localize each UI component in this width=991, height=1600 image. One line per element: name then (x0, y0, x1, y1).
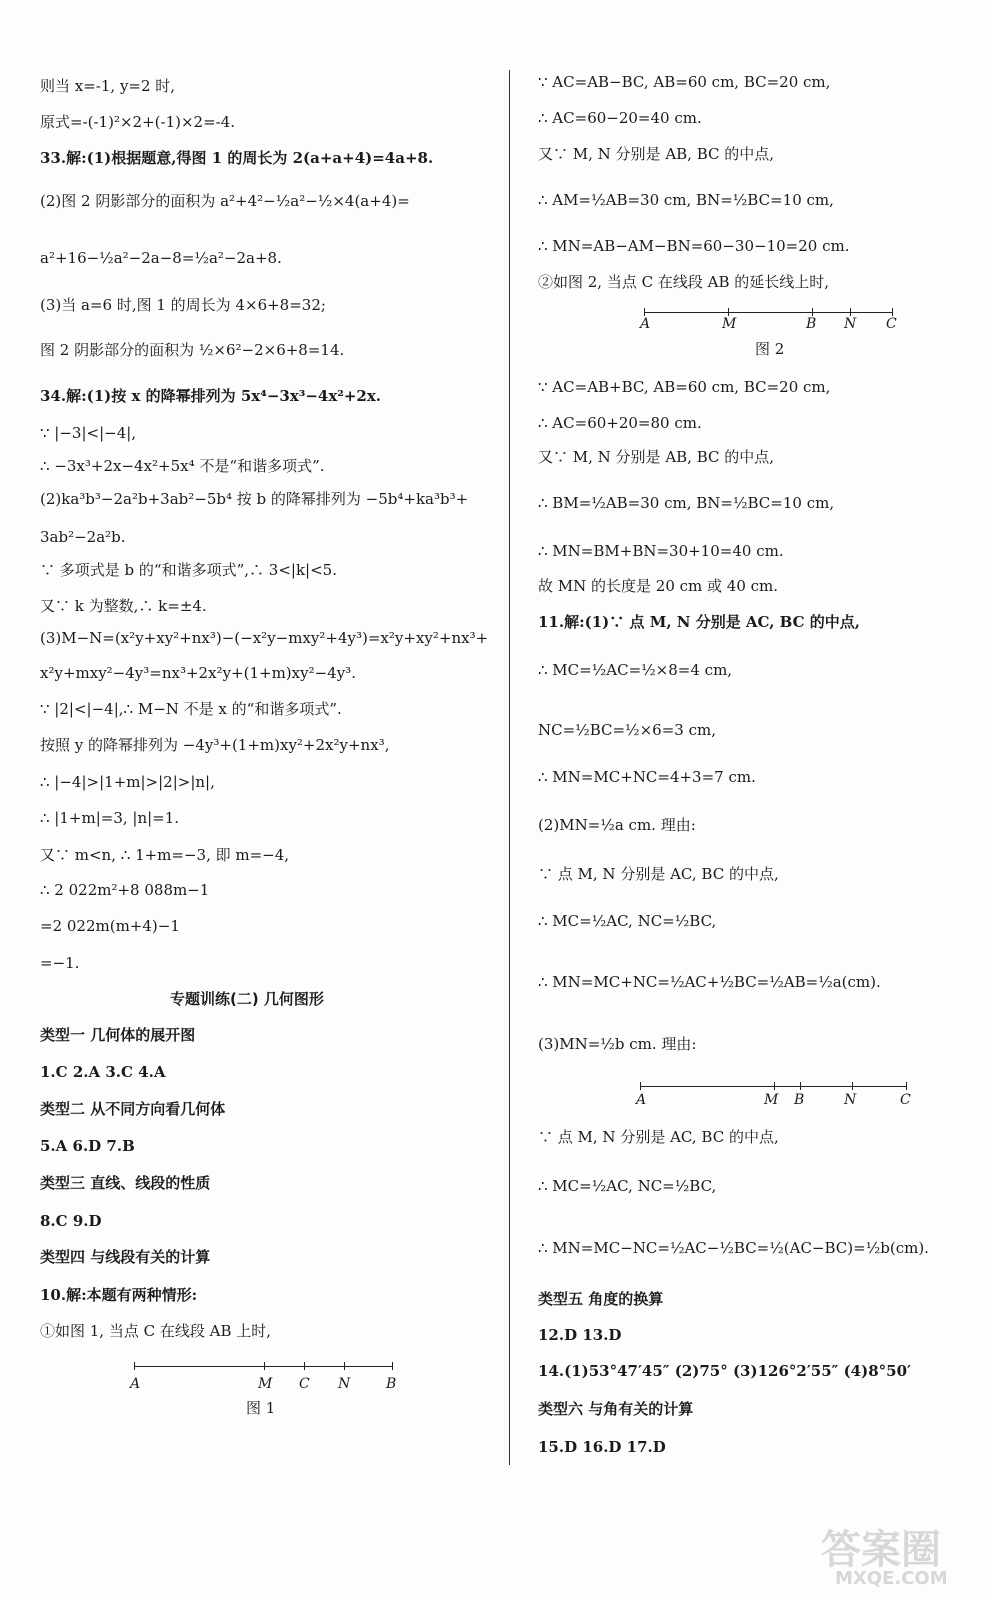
figure-3-segment-diagram (636, 1078, 916, 1118)
point-label: N (338, 1376, 351, 1392)
left-line-20: 又∵ m<n, ∴ 1+m=−3, 即 m=−4, (40, 846, 290, 864)
right-line-10: ∴ MN=BM+BN=30+10=40 cm. (538, 542, 784, 560)
section-heading-0: 专题训练(二) 几何图形 (170, 990, 324, 1008)
left-line-9: ∴ −3x³+2x−4x²+5x⁴ 不是“和谐多项式”. (40, 457, 325, 475)
point-label: B (794, 1092, 805, 1108)
point-label: A (640, 316, 651, 332)
right-line-5: ②如图 2, 当点 C 在线段 AB 的延长线上时, (538, 273, 830, 291)
watermark-line2: MXQE.COM (835, 1568, 948, 1589)
right-line-16: (2)MN=½a cm. 理由: (538, 816, 696, 834)
left-line-21: ∴ 2 022m²+8 088m−1 (40, 881, 210, 899)
left-line-4: a²+16−½a²−2a−8=½a²−2a+8. (40, 249, 282, 267)
left-line-5: (3)当 a=6 时,图 1 的周长为 4×6+8=32; (40, 296, 326, 314)
left-line-18: ∴ |−4|>|1+m|>|2|>|n|, (40, 773, 215, 791)
right-line-12: 11.解:(1)∵ 点 M, N 分别是 AC, BC 的中点, (538, 613, 861, 631)
left-line-2: 33.解:(1)根据题意,得图 1 的周长为 2(a+a+4)=4a+8. (40, 149, 434, 167)
right-line-26: 15.D 16.D 17.D (538, 1438, 666, 1456)
point-label: A (636, 1092, 647, 1108)
left-line-26: 8.C 9.D (40, 1212, 102, 1230)
figure-2-caption: 图 2 (755, 340, 785, 358)
figure-1-caption: 图 1 (246, 1399, 276, 1417)
left-line-6: 图 2 阴影部分的面积为 ½×6²−2×6+8=14. (40, 341, 345, 359)
point-label: N (844, 316, 857, 332)
section-heading-5: 类型五 角度的换算 (538, 1290, 664, 1308)
right-line-20: (3)MN=½b cm. 理由: (538, 1035, 697, 1053)
right-line-11: 故 MN 的长度是 20 cm 或 40 cm. (538, 577, 779, 595)
column-divider (509, 70, 510, 1465)
left-line-7: 34.解:(1)按 x 的降幂排列为 5x⁴−3x³−4x²+2x. (40, 387, 382, 405)
point-label: B (806, 316, 817, 332)
left-line-22: =2 022m(m+4)−1 (40, 917, 180, 935)
left-line-28: ①如图 1, 当点 C 在线段 AB 上时, (40, 1322, 272, 1340)
section-heading-1: 类型一 几何体的展开图 (40, 1026, 196, 1044)
figure-1-segment-diagram (130, 1358, 400, 1398)
right-line-13: ∴ MC=½AC=½×8=4 cm, (538, 661, 733, 679)
left-line-15: x²y+mxy²−4y³=nx³+2x²y+(1+m)xy²−4y³. (40, 664, 356, 682)
left-line-17: 按照 y 的降幂排列为 −4y³+(1+m)xy²+2x²y+nx³, (40, 736, 390, 754)
point-label: C (299, 1376, 310, 1392)
right-line-0: ∵ AC=AB−BC, AB=60 cm, BC=20 cm, (538, 73, 831, 91)
left-line-11: 3ab²−2a²b. (40, 528, 126, 546)
point-label: N (844, 1092, 857, 1108)
left-line-13: 又∵ k 为整数,∴ k=±4. (40, 597, 207, 615)
right-line-7: ∴ AC=60+20=80 cm. (538, 414, 702, 432)
right-line-2: 又∵ M, N 分别是 AB, BC 的中点, (538, 145, 775, 163)
left-line-8: ∵ |−3|<|−4|, (40, 424, 137, 442)
right-line-22: ∴ MC=½AC, NC=½BC, (538, 1177, 717, 1195)
right-line-8: 又∵ M, N 分别是 AB, BC 的中点, (538, 448, 775, 466)
point-label: M (722, 316, 737, 332)
right-line-17: ∵ 点 M, N 分别是 AC, BC 的中点, (538, 865, 779, 883)
right-line-25: 14.(1)53°47′45″ (2)75° (3)126°2′55″ (4)8°50′ (538, 1362, 911, 1380)
right-line-4: ∴ MN=AB−AM−BN=60−30−10=20 cm. (538, 237, 850, 255)
left-line-0: 则当 x=-1, y=2 时, (40, 77, 176, 95)
section-heading-3: 类型三 直线、线段的性质 (40, 1174, 211, 1192)
left-line-25: 5.A 6.D 7.B (40, 1137, 135, 1155)
right-line-18: ∴ MC=½AC, NC=½BC, (538, 912, 717, 930)
left-line-23: =−1. (40, 954, 80, 972)
section-heading-6: 类型六 与角有关的计算 (538, 1400, 694, 1418)
point-label: C (900, 1092, 911, 1108)
section-heading-4: 类型四 与线段有关的计算 (40, 1248, 211, 1266)
left-line-24: 1.C 2.A 3.C 4.A (40, 1063, 166, 1081)
left-line-12: ∵ 多项式是 b 的“和谐多项式”,∴ 3<|k|<5. (40, 561, 337, 579)
right-line-6: ∵ AC=AB+BC, AB=60 cm, BC=20 cm, (538, 378, 831, 396)
left-line-16: ∵ |2|<|−4|,∴ M−N 不是 x 的“和谐多项式”. (40, 700, 342, 718)
point-label: M (764, 1092, 779, 1108)
right-line-9: ∴ BM=½AB=30 cm, BN=½BC=10 cm, (538, 494, 835, 512)
right-line-15: ∴ MN=MC+NC=4+3=7 cm. (538, 768, 756, 786)
point-label: B (386, 1376, 397, 1392)
point-label: A (130, 1376, 141, 1392)
left-line-1: 原式=-(-1)²×2+(-1)×2=-4. (40, 113, 236, 131)
right-line-19: ∴ MN=MC+NC=½AC+½BC=½AB=½a(cm). (538, 973, 881, 991)
left-line-14: (3)M−N=(x²y+xy²+nx³)−(−x²y−mxy²+4y³)=x²y+xy²+nx³+ (40, 629, 489, 647)
watermark-logo (813, 1516, 973, 1594)
right-line-23: ∴ MN=MC−NC=½AC−½BC=½(AC−BC)=½b(cm). (538, 1239, 929, 1257)
left-line-27: 10.解:本题有两种情形: (40, 1286, 198, 1304)
right-line-3: ∴ AM=½AB=30 cm, BN=½BC=10 cm, (538, 191, 834, 209)
watermark-line1: 答案圈 (821, 1527, 941, 1573)
point-label: C (886, 316, 897, 332)
left-line-3: (2)图 2 阴影部分的面积为 a²+4²−½a²−½×4(a+4)= (40, 192, 410, 210)
right-line-24: 12.D 13.D (538, 1326, 622, 1344)
right-line-1: ∴ AC=60−20=40 cm. (538, 109, 702, 127)
left-line-19: ∴ |1+m|=3, |n|=1. (40, 809, 180, 827)
left-line-10: (2)ka³b³−2a²b+3ab²−5b⁴ 按 b 的降幂排列为 −5b⁴+ka³b³+ (40, 490, 469, 508)
right-line-14: NC=½BC=½×6=3 cm, (538, 721, 716, 739)
section-heading-2: 类型二 从不同方向看几何体 (40, 1100, 226, 1118)
point-label: M (258, 1376, 273, 1392)
right-line-21: ∵ 点 M, N 分别是 AC, BC 的中点, (538, 1128, 779, 1146)
